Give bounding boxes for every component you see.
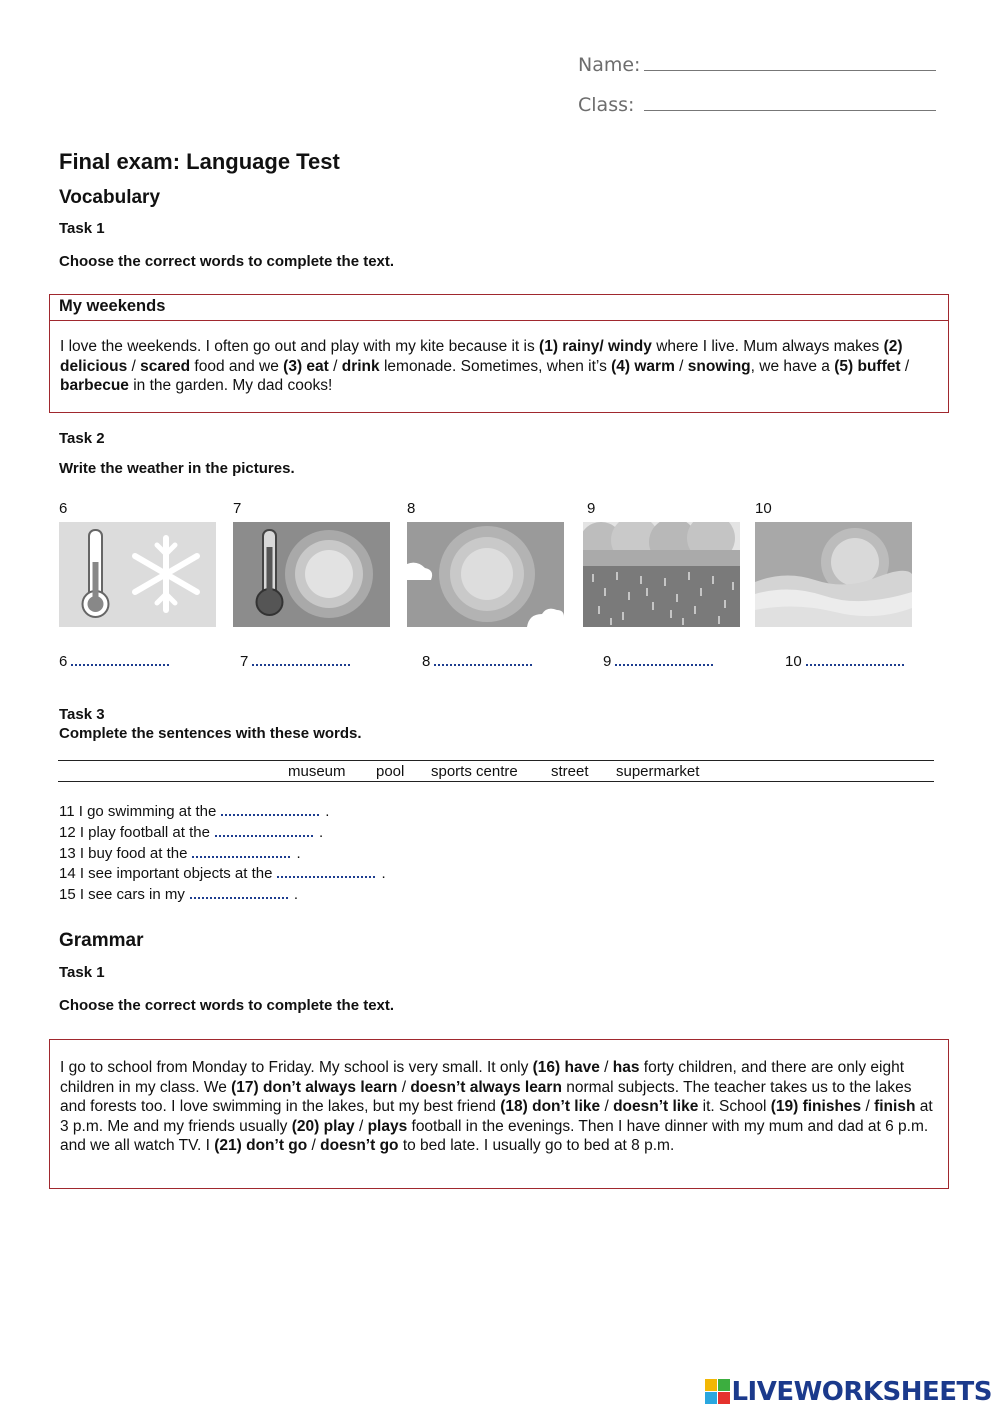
sentence-end: . [325,803,330,820]
passage-text: / [674,357,688,375]
passage-text: where I live. Mum always makes [651,338,884,355]
passage-text: / [599,1059,613,1076]
passage-text: / [307,1137,321,1154]
answer-option[interactable]: (17) don’t always learn [231,1078,398,1096]
answer-blank[interactable] [71,652,169,666]
word-bank-item: pool [376,763,405,780]
passage-text: / [328,357,342,375]
passage-text: , we have a [750,357,835,375]
sentence-13 [59,844,301,862]
vocab-task3-label: Task 3 [59,706,105,723]
answer-option[interactable]: doesn’t like [613,1098,699,1115]
answer-option[interactable]: finish [874,1098,916,1115]
passage-text: / [900,357,910,375]
vocab-task1-label: Task 1 [59,220,105,237]
answer-option[interactable]: (21) don’t go [214,1137,308,1154]
answer-option[interactable]: barbecue [60,377,129,394]
grammar-heading: Grammar [59,930,144,951]
answer-number: 7 [240,653,249,670]
sentence-blank[interactable] [190,885,288,899]
passage-text: in the garden. My dad cooks! [128,377,333,394]
passage-text: football in the evenings. Then I have dinner with my mum and dad at 6 p.m. and we all watch TV. I [60,1117,929,1154]
passage-text: at 3 p.m. Me and my friends usually [60,1098,933,1135]
passage-text: to bed late. I usually go to bed at 8 p.m. [398,1137,675,1154]
logo-text: LIVEWORKSHEETS [731,1377,992,1407]
passage-text: food and we [190,357,284,375]
passage-text: / [861,1098,875,1115]
cold-snow-icon [59,522,216,627]
picture-number: 8 [407,500,416,517]
answer-8[interactable] [422,652,532,670]
sentence-blank[interactable] [277,864,375,878]
grammar-task1-instruction: Choose the correct words to complete the text. [59,997,395,1014]
answer-number: 10 [785,653,802,670]
word-bank-item: museum [288,763,346,780]
passage-text: / [354,1117,368,1135]
foggy-icon [755,522,912,627]
answer-option[interactable]: (3) eat [283,357,329,375]
answer-option[interactable]: (18) don’t like [500,1098,601,1115]
answer-10[interactable] [785,652,904,670]
answer-option[interactable]: doesn’t always learn [410,1078,562,1096]
answer-blank[interactable] [615,652,713,666]
word-bank [58,760,934,782]
sentence-12 [59,823,323,841]
answer-option[interactable]: has [612,1059,640,1076]
answer-number: 9 [603,653,612,670]
answer-blank[interactable] [434,652,532,666]
picture-number: 10 [755,500,772,517]
passage-text: / [397,1078,411,1096]
sentence-text: 14 I see important objects at the [59,865,273,882]
passage-text: normal subjects. The teacher takes us to the lakes and forests too. I love swimming in the lakes, but my best friend [60,1078,912,1115]
sentence-14 [59,864,386,882]
vocab-task1-instruction: Choose the correct words to complete the text. [59,253,395,270]
answer-option[interactable]: snowing [687,357,751,375]
answer-option[interactable]: plays [367,1117,408,1135]
answer-9[interactable] [603,652,713,670]
sentence-11 [59,802,329,820]
sunny-icon [407,522,564,627]
passage-text: I love the weekends. I often go out and play with my kite because it is [60,338,540,355]
passage-text: / [600,1098,614,1115]
sentence-15 [59,885,298,903]
answer-7[interactable] [240,652,350,670]
sentence-end: . [318,824,324,841]
vocab-task2-label: Task 2 [59,430,105,447]
vocab-passage [50,320,948,396]
answer-option[interactable]: (16) have [532,1059,600,1076]
answer-option[interactable]: (19) finishes [770,1098,862,1115]
picture-number: 7 [233,500,242,517]
sentence-text: 13 I buy food at the [59,845,188,862]
vocabulary-heading: Vocabulary [59,187,161,208]
answer-option[interactable]: doesn’t go [320,1137,399,1154]
picture-number: 9 [587,500,596,517]
word-bank-item: sports centre [431,763,518,780]
passage-text: / [127,357,141,375]
sentence-text: 11 I go swimming at the [59,803,217,820]
class-label: Class: [578,94,635,116]
passage-text: lemonade. Sometimes, when it’s [379,357,612,375]
word-bank-item: street [551,763,589,780]
word-bank-item: supermarket [616,763,700,780]
answer-option[interactable]: (20) play [291,1117,355,1135]
sentence-end: . [296,845,301,862]
answer-blank[interactable] [806,652,904,666]
sentence-blank[interactable] [192,844,290,858]
answer-option[interactable]: scared [140,357,191,375]
answer-option[interactable]: (1) rainy/ windy [539,338,652,355]
name-label: Name: [578,54,641,76]
grammar-text-box [49,1039,949,1189]
passage-text: I go to school from Monday to Friday. My school is very small. It only [60,1059,533,1076]
name-line [644,70,936,71]
answer-option[interactable]: (4) warm [611,357,675,375]
picture-number: 6 [59,500,68,517]
sentence-blank[interactable] [215,823,313,837]
vocab-text-box [49,320,949,413]
logo-mark-icon [705,1379,731,1405]
passage-text: forty children, and there are only eight children in my class. We [60,1059,904,1096]
answer-number: 6 [59,653,68,670]
liveworksheets-logo[interactable] [705,1377,992,1407]
grammar-passage [50,1040,948,1156]
answer-6[interactable] [59,652,169,670]
sentence-text: 15 I see cars in my [59,886,185,903]
class-line [644,110,936,111]
answer-option[interactable]: drink [341,357,380,375]
sentence-text: 12 I play football at the [59,824,210,841]
sentence-blank[interactable] [221,802,319,816]
page-title: Final exam: Language Test [59,149,340,174]
answer-option[interactable]: (5) buffet [834,357,901,375]
passage-text: it. School [698,1098,771,1115]
grammar-task1-label: Task 1 [59,964,105,981]
vocab-task3-instruction: Complete the sentences with these words. [59,725,362,742]
answer-number: 8 [422,653,431,670]
sentence-end: . [381,865,386,882]
vocab-task2-instruction: Write the weather in the pictures. [59,460,295,477]
rain-icon [583,522,740,627]
sentence-end: . [293,886,299,903]
text-box-title: My weekends [49,294,949,321]
hot-sun-icon [233,522,390,627]
answer-blank[interactable] [252,652,350,666]
answer-option[interactable]: (2) delicious [60,338,903,375]
